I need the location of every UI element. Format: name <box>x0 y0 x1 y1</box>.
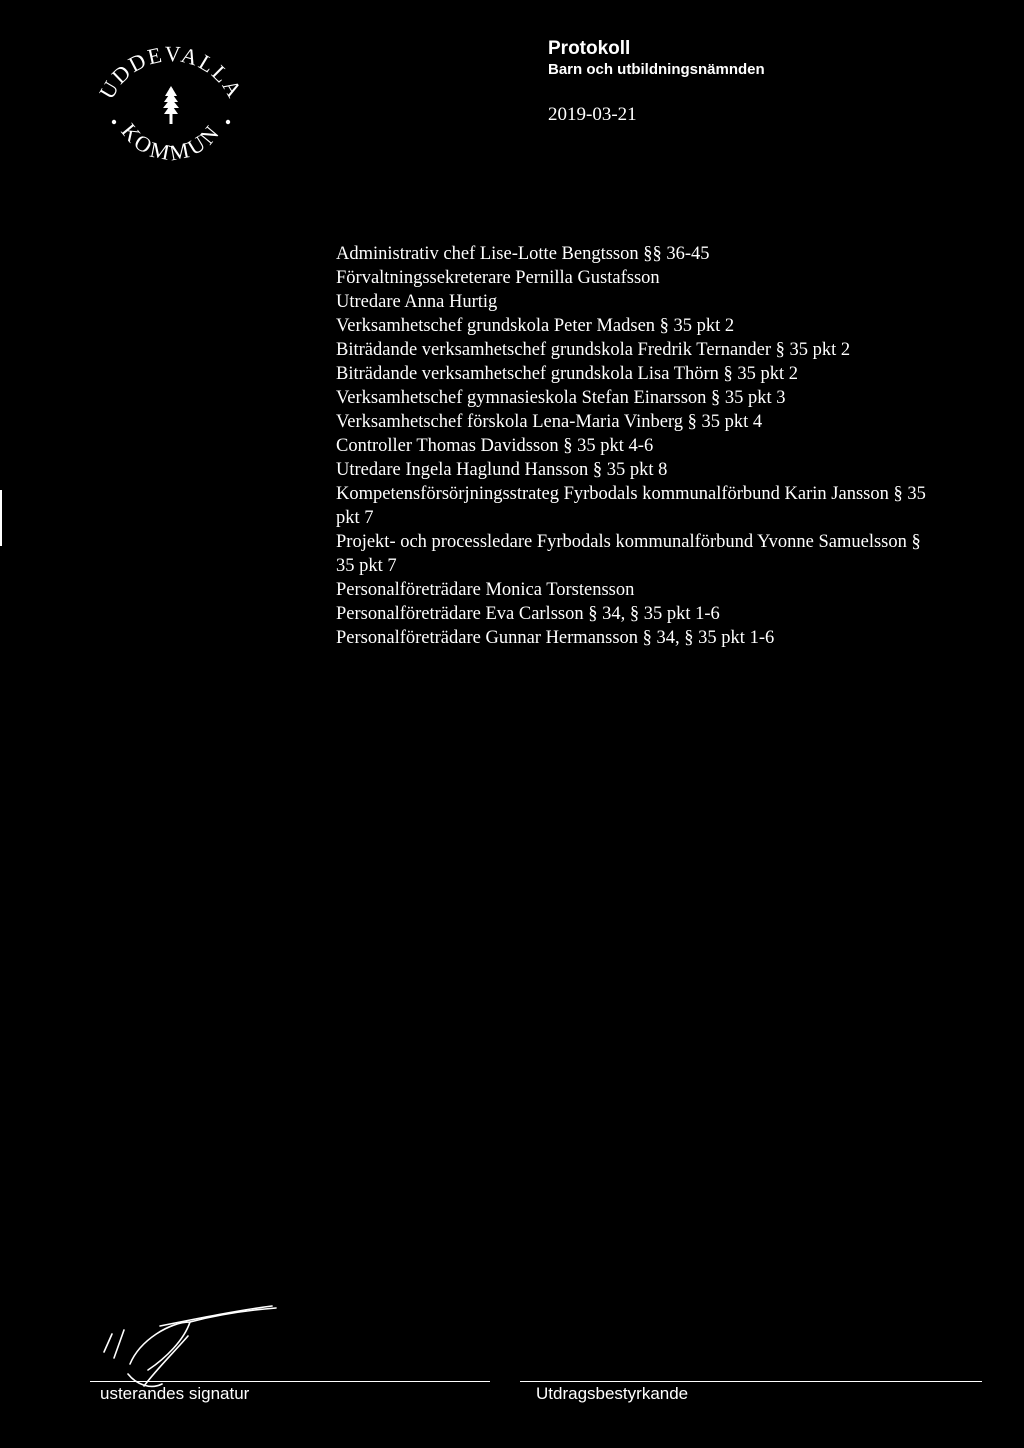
document-header <box>548 38 765 80</box>
attendee-item: Administrativ chef Lise-Lotte Bengtsson §§ 36-45 <box>336 244 710 264</box>
attendee-item: Personalföreträdare Gunnar Hermansson § 34, § 35 pkt 1-6 <box>336 628 775 648</box>
svg-text:KOMMUN: KOMMUN <box>116 118 226 166</box>
attendee-item: Utredare Anna Hurtig <box>336 292 498 312</box>
attendee-item: Controller Thomas Davidsson § 35 pkt 4-6 <box>336 436 654 456</box>
attendee-item: Projekt- och processledare Fyrbodals kommunalförbund Yvonne Samuelsson § 35 pkt 7 <box>336 532 921 576</box>
attendee-item: Kompetensförsörjningsstrateg Fyrbodals kommunalförbund Karin Jansson § 35 pkt 7 <box>336 484 926 528</box>
attendee-list <box>336 242 936 650</box>
signature-line-right <box>520 1381 982 1382</box>
extract-certification-label: Utdragsbestyrkande <box>536 1384 689 1403</box>
attendee-item: Verksamhetschef förskola Lena-Maria Vinberg § 35 pkt 4 <box>336 412 763 432</box>
committee-name: Barn och utbildningsnämnden <box>548 61 765 78</box>
meeting-date: 2019-03-21 <box>548 104 637 125</box>
document-title: Protokoll <box>548 38 631 59</box>
attendee-item: Biträdande verksamhetschef grundskola Fredrik Ternander § 35 pkt 2 <box>336 340 851 360</box>
attendee-item: Biträdande verksamhetschef grundskola Lisa Thörn § 35 pkt 2 <box>336 364 799 384</box>
attendee-item: Förvaltningssekreterare Pernilla Gustafsson <box>336 268 660 288</box>
signature-line-left <box>90 1381 490 1382</box>
margin-mark <box>0 490 2 546</box>
attendee-item: Verksamhetschef grundskola Peter Madsen § 35 pkt 2 <box>336 316 735 336</box>
attendee-item: Personalföreträdare Monica Torstensson <box>336 580 635 600</box>
attendee-item: Personalföreträdare Eva Carlsson § 34, § 35 pkt 1-6 <box>336 604 720 624</box>
svg-text:UDDEVALLA: UDDEVALLA <box>94 41 248 104</box>
attendee-item: Utredare Ingela Haglund Hansson § 35 pkt 8 <box>336 460 668 480</box>
tree-icon <box>163 86 179 124</box>
adjuster-signature-label: usterandes signatur <box>100 1384 250 1403</box>
attendee-item: Verksamhetschef gymnasieskola Stefan Einarsson § 35 pkt 3 <box>336 388 786 408</box>
municipality-seal-logo <box>86 22 256 172</box>
